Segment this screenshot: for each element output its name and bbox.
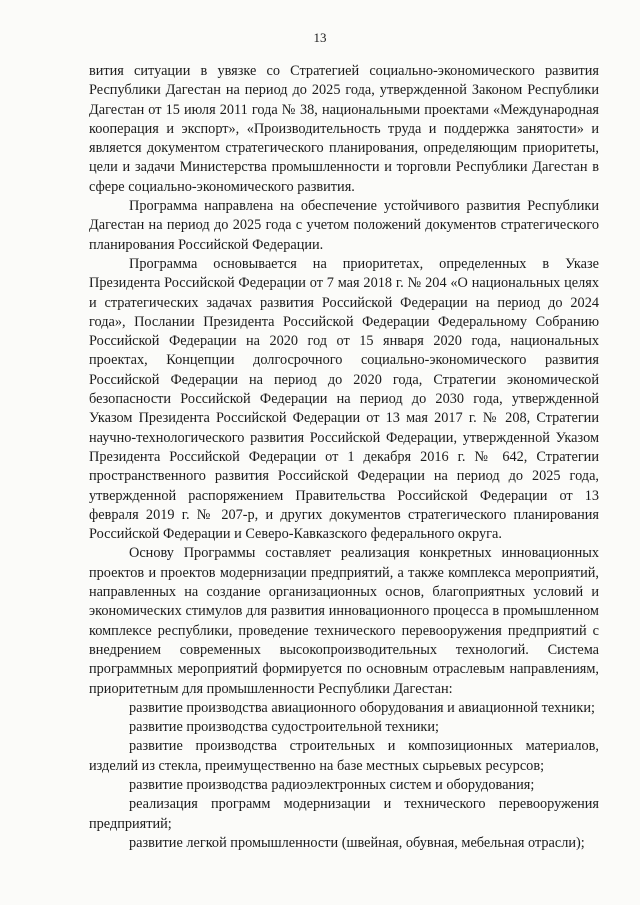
list-item: развитие производства авиационного оборудования и авиационной техники; [129,699,596,716]
list-item: реализация программ модернизации и технического перевооружения предприятий; [89,796,599,832]
body-text [89,62,599,853]
list-item: развитие легкой промышленности (швейная, обувная, мебельная отрасли); [129,834,585,851]
list-item: развитие производства судостроительной техники; [129,719,439,736]
paragraph: Основу Программы составляет реализация конкретных инновационных проектов и проектов модернизации предприятий, а также комплекса мероприятий, направленных на создание организационных основ, благоприятных условий и экономических стимулов для развития инновационного процесса в промышленном комплексе республики, проведение технического перевооружения предприятий с внедрением современных высокопроизводительных технологий. Система программных мероприятий формируется по основным отраслевым направлениям, приоритетным для промышленности Республики Дагестан: [89,545,599,697]
page-number: 13 [313,30,327,45]
list-item: развитие производства радиоэлектронных систем и оборудования; [129,776,535,793]
paragraph: вития ситуации в увязке со Стратегией социально-экономического развития Республики Дагестан на период до 2025 года, утвержденной Законом Республики Дагестан от 15 июля 2011 года № 38, национальными проектами «Международная кооперация и экспорт», «Производительность труда и поддержка занятости» и является документом стратегического планирования, определяющим приоритеты, цели и задачи Министерства промышленности и торговли Республики Дагестан в сфере социально-экономического развития. [89,63,599,195]
paragraph: Программа основывается на приоритетах, определенных в Указе Президента Российской Федерации от 7 мая 2018 г. № 204 «О национальных целях и стратегических задачах развития Российской Федерации на период до 2024 года», Послании Президента Российской Федерации Федеральному Собранию Российской Федерации на 2020 год от 15 января 2020 года, национальных проектах, Концепции долгосрочного социально-экономического развития Российской Федерации на период до 2020 года, Стратегии экономической безопасности Российской Федерации на период до 2030 года, утвержденной Указом Президента Российской Федерации от 13 мая 2017 г. № 208, Стратегии научно-технологического развития Российской Федерации, утвержденной Указом Президента Российской Федерации от 1 декабря 2016 г. № 642, Стратегии пространственного развития Российской Федерации на период до 2025 года, утвержденной распоряжением Правительства Российской Федерации от 13 февраля 2019 г. № 207-р, и других документов стратегического планирования Российской Федерации и Северо-Кавказского федерального округа. [89,255,599,543]
list-item: развитие производства строительных и композиционных материалов, изделий из стекла, преимущественно на базе местных сырьевых ресурсов; [89,738,599,774]
paragraph: Программа направлена на обеспечение устойчивого развития Республики Дагестан на период до 2025 года с учетом положений документов стратегического планирования Российской Федерации. [89,198,599,253]
